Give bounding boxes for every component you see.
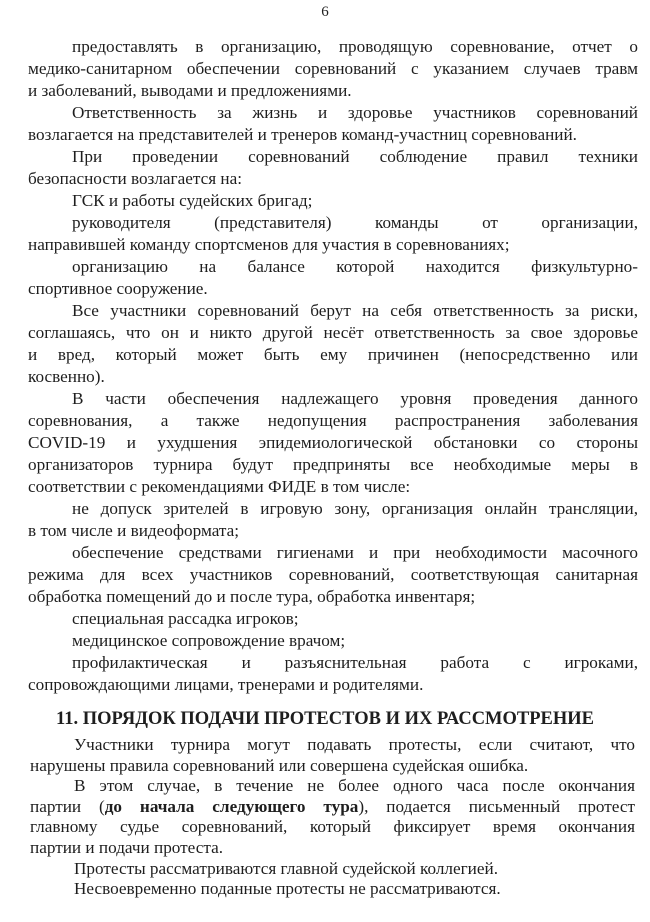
bold-text: до начала следующего тура [104, 796, 359, 816]
text-line: спортивное сооружение. [28, 279, 208, 298]
text-line: партии и подачи протеста. [30, 837, 224, 857]
text-line: В этом случае, в течение не более одного часа после окончания [74, 776, 635, 796]
text-line: организацию на балансе которой находится физкультурно- [72, 257, 638, 276]
paragraph [28, 256, 638, 300]
page-number: 6 [321, 4, 329, 20]
text-line: В части обеспечения надлежащего уровня проведения данного [72, 389, 638, 408]
paragraph [28, 212, 638, 256]
text-line: медико-санитарном обеспечении соревнований с указанием случаев травм [28, 59, 638, 78]
text-line: Участники турнира могут подавать протесты, если считают, что [74, 735, 635, 754]
text-line: обработка помещений до и после тура, обработка инвентаря; [28, 587, 476, 606]
paragraph [28, 630, 638, 652]
text-line: косвенно). [28, 367, 105, 386]
text-line: нарушены правила соревнований или совершена судейская ошибка. [30, 755, 529, 775]
text-line: режима для всех участников соревнований, соответствующая санитарная [28, 565, 638, 584]
text-line: соглашаясь, что он и никто другой несёт ответственность за свое здоровье [28, 323, 638, 342]
text-line: обеспечение средствами гигиенами и при необходимости масочного [72, 543, 638, 562]
text-line: организаторов турнира будут предприняты все необходимые меры в [28, 455, 638, 474]
text-line: соревнования, а также недопущения распространения заболевания [28, 411, 638, 430]
text-line: предоставлять в организацию, проводящую соревнование, отчет о [72, 37, 638, 56]
text-line: безопасности возлагается на: [28, 169, 242, 188]
text-line: COVID-19 и ухудшения эпидемиологической обстановки со стороны [28, 433, 638, 452]
paragraph [30, 879, 635, 900]
text-line: в том числе и видеоформата; [28, 521, 240, 540]
paragraph [28, 190, 638, 212]
section-protests [30, 735, 635, 900]
paragraph [30, 776, 635, 858]
text-segment: партии ( [30, 796, 105, 816]
section-heading-protests: 11. ПОРЯДОК ПОДАЧИ ПРОТЕСТОВ И ИХ РАССМОТРЕНИЕ [55, 709, 595, 729]
paragraph [28, 36, 638, 102]
text-segment: ), подается письменный протест [358, 796, 635, 816]
text-line: ГСК и работы судейских бригад; [72, 191, 313, 210]
text-line [30, 797, 635, 818]
paragraph [28, 102, 638, 146]
paragraph [28, 300, 638, 388]
text-line: профилактическая и разъяснительная работа с игроками, [72, 653, 638, 672]
text-line: медицинское сопровождение врачом; [72, 631, 346, 650]
paragraph [28, 146, 638, 190]
text-line: возлагается на представителей и тренеров команд-участниц соревнований. [28, 125, 577, 144]
text-line: специальная рассадка игроков; [72, 609, 299, 628]
text-line: Несвоевременно поданные протесты не рассматриваются. [74, 879, 501, 899]
paragraph [28, 652, 638, 696]
paragraph [28, 388, 638, 498]
paragraph [30, 859, 635, 880]
text-line: соответствии с рекомендациями ФИДЕ в том числе: [28, 477, 411, 496]
text-line: руководителя (представителя) команды от организации, [72, 213, 638, 232]
section-safety-measures [28, 36, 638, 696]
text-line: сопровождающими лицами, тренерами и родителями. [28, 675, 424, 694]
paragraph [28, 608, 638, 630]
paragraph [30, 735, 635, 776]
paragraph [28, 542, 638, 608]
text-line: При проведении соревнований соблюдение правил техники [72, 147, 638, 166]
text-line: и вред, который может быть ему причинен (непосредственно или [28, 345, 638, 364]
text-line: не допуск зрителей в игровую зону, организация онлайн трансляции, [72, 499, 638, 518]
text-line: направившей команду спортсменов для участия в соревнованиях; [28, 235, 510, 254]
text-line: и заболеваний, выводами и предложениями. [28, 81, 352, 100]
text-line: Ответственность за жизнь и здоровье участников соревнований [72, 103, 638, 122]
paragraph [28, 498, 638, 542]
text-line: главному судье соревнований, который фиксирует время окончания [30, 817, 635, 837]
text-line: Все участники соревнований берут на себя ответственность за риски, [72, 301, 638, 320]
text-line: Протесты рассматриваются главной судейской коллегией. [74, 858, 499, 878]
